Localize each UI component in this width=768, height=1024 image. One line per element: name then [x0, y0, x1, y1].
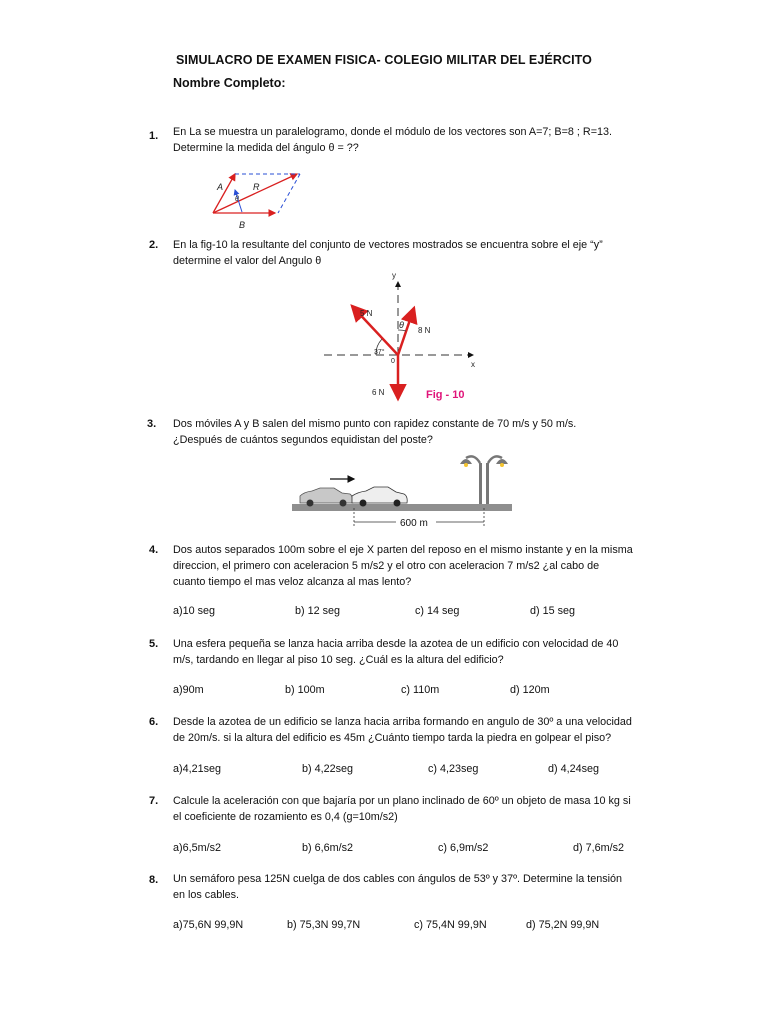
parallelogram-figure [205, 168, 315, 234]
figure-caption: Fig - 10 [426, 389, 465, 401]
answer-option-b[interactable]: b) 75,3N 99,7N [287, 919, 361, 931]
name-label: Nombre Completo: [173, 76, 286, 90]
question-line: Calcule la aceleración con que bajaría por un plano inclinado de 60º un objeto de masa 10 kg si [173, 795, 631, 807]
question-text [173, 871, 663, 903]
question-line: Dos autos separados 100m sobre el eje X parten del reposo en el mismo instante y en la misma [173, 544, 633, 556]
answer-option-a[interactable]: a)75,6N 99,9N [173, 919, 244, 931]
question-line: Dos móviles A y B salen del mismo punto con rapidez constante de 70 m/s y 50 m/s. [173, 418, 577, 430]
question-text [173, 237, 663, 269]
question-line: Una esfera pequeña se lanza hacia arriba desde la azotea de un edificio con velocidad de 40 [173, 638, 619, 650]
question-line: el coeficiente de rozamiento es 0,4 (g=10m/s2) [173, 811, 398, 823]
answer-option-c[interactable]: c) 6,9m/s2 [438, 842, 489, 854]
answer-option-c[interactable]: c) 110m [401, 684, 440, 696]
question-number: 1. [149, 130, 159, 142]
answer-option-c[interactable]: c) 4,23seg [428, 763, 479, 775]
question-number: 6. [149, 716, 159, 728]
answer-option-b[interactable]: b) 100m [285, 684, 325, 696]
question-text [173, 124, 663, 156]
force-label-5n: 5 N [360, 309, 373, 318]
vector-system-figure [318, 268, 490, 406]
answer-option-a[interactable]: a)4,21seg [173, 763, 222, 775]
force-label-8n: 8 N [418, 326, 431, 335]
question-line: en los cables. [173, 889, 240, 901]
force-8n [398, 308, 414, 355]
dashed-side-right [278, 174, 300, 213]
force-5n [352, 306, 398, 355]
question-line: de 20m/s. si la altura del edificio es 45m ¿Cuánto tiempo tarda la piedra en golpear el piso? [173, 732, 612, 744]
question-line: direccion, el primero con aceleracion 5 m/s2 y el otro con aceleracion 7 m/s2 ¿al cabo de [173, 560, 600, 572]
question-text [173, 714, 659, 746]
answer-option-c[interactable]: c) 14 seg [415, 605, 460, 617]
angle-label-theta: θ [399, 320, 404, 330]
car-a [300, 488, 353, 507]
question-number: 2. [149, 239, 159, 251]
cars-pole-figure [290, 446, 514, 532]
answer-option-b[interactable]: b) 6,6m/s2 [302, 842, 354, 854]
question-number: 7. [149, 795, 159, 807]
label-theta: θ [235, 196, 239, 203]
answer-option-a[interactable]: a)10 seg [173, 605, 216, 617]
question-text [173, 542, 659, 590]
question-line: m/s, tardando en llegar al piso 10 seg. ¿Cuál es la altura del edificio? [173, 654, 504, 666]
question-text [173, 793, 663, 825]
axis-label-x: x [471, 360, 475, 369]
answer-option-d[interactable]: d) 7,6m/s2 [573, 842, 625, 854]
answer-option-a[interactable]: a)90m [173, 684, 204, 696]
question-text [173, 416, 663, 448]
distance-label: 600 m [400, 518, 428, 529]
question-line: Un semáforo pesa 125N cuelga de dos cables con ángulos de 53º y 37º. Determine la tensión [173, 873, 623, 885]
answer-option-a[interactable]: a)6,5m/s2 [173, 842, 222, 854]
label-a: A [217, 182, 224, 192]
question-number: 3. [147, 418, 157, 430]
question-number: 8. [149, 874, 159, 886]
angle-label-37: 37° [374, 349, 385, 356]
street-lamp [460, 456, 508, 504]
question-line: ¿Después de cuántos segundos equidistan del poste? [173, 434, 433, 446]
origin-label: 0 [391, 358, 395, 365]
label-b: B [239, 220, 246, 230]
force-label-6n: 6 N [372, 388, 385, 397]
label-r: R [253, 182, 260, 192]
question-line: En la fig-10 la resultante del conjunto de vectores mostrados se encuentra sobre el eje “y” [173, 239, 603, 251]
vector-a [213, 174, 235, 213]
answer-option-d[interactable]: d) 4,24seg [548, 763, 600, 775]
axis-label-y: y [392, 271, 396, 280]
question-number: 5. [149, 638, 159, 650]
car-b [352, 487, 407, 507]
answer-option-d[interactable]: d) 75,2N 99,9N [526, 919, 600, 931]
answer-option-d[interactable]: d) 15 seg [530, 605, 576, 617]
question-line: Determine la medida del ángulo θ = ?? [173, 142, 359, 154]
answer-option-b[interactable]: b) 4,22seg [302, 763, 354, 775]
question-line: Desde la azotea de un edificio se lanza hacia arriba formando en angulo de 30º a una velocidad [173, 716, 632, 728]
question-line: En La se muestra un paralelogramo, donde el módulo de los vectores son A=7; B=8 ; R=13. [173, 126, 613, 138]
page-title: SIMULACRO DE EXAMEN FISICA- COLEGIO MILITAR DEL EJÉRCITO [175, 53, 593, 67]
vector-r [213, 174, 297, 213]
question-text [173, 636, 659, 668]
answer-option-d[interactable]: d) 120m [510, 684, 550, 696]
question-line: determine el valor del Angulo θ [173, 255, 322, 267]
angle-arc-theta [398, 330, 406, 331]
question-line: cuanto tiempo el mas veloz alcanza al mas lento? [173, 576, 412, 588]
answer-option-c[interactable]: c) 75,4N 99,9N [414, 919, 487, 931]
question-number: 4. [149, 544, 159, 556]
road [292, 504, 512, 511]
answer-option-b[interactable]: b) 12 seg [295, 605, 341, 617]
